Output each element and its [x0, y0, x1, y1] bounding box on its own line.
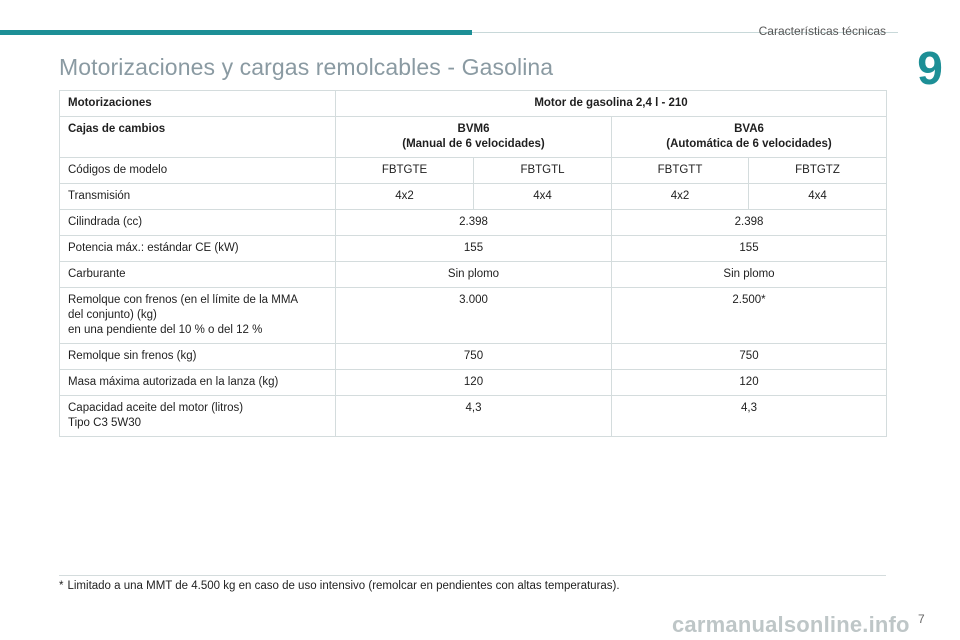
spec-value-bva6: 2.500*	[612, 288, 887, 344]
gearbox-bva6-name: BVA6	[734, 123, 764, 135]
model-code: FBTGTT	[612, 158, 749, 184]
spec-label	[60, 262, 336, 288]
spec-value-bvm6: 3.000	[336, 288, 612, 344]
footnote-text: Limitado a una MMT de 4.500 kg en caso de uso intensivo (remolcar en pendientes con altas temperaturas).	[67, 580, 620, 592]
gearbox-bvm6-desc: (Manual de 6 velocidades)	[402, 138, 545, 150]
spec-value-bva6: 750	[612, 344, 887, 370]
spec-label	[60, 370, 336, 396]
footnote-mark: *	[59, 580, 64, 592]
spec-value-bvm6: Sin plomo	[336, 262, 612, 288]
transmission-value: 4x2	[612, 184, 749, 210]
table-row	[60, 370, 887, 396]
table-row	[60, 236, 887, 262]
spec-table	[59, 90, 887, 437]
spec-label-line: Remolque con frenos (en el límite de la MMA	[68, 294, 299, 306]
model-code: FBTGTE	[336, 158, 474, 184]
model-codes-label: Códigos de modelo	[60, 158, 336, 184]
spec-value-bvm6: 2.398	[336, 210, 612, 236]
transmission-value: 4x4	[749, 184, 887, 210]
gearbox-bvm6-name: BVM6	[457, 123, 490, 135]
spec-label-line: en una pendiente del 10 % o del 12 %	[68, 324, 263, 336]
engine-header: Motor de gasolina 2,4 l - 210	[336, 91, 887, 117]
section-label: Características técnicas	[758, 24, 886, 38]
table-row	[60, 210, 887, 236]
spec-value-bva6: 4,3	[612, 396, 887, 437]
spec-label-line: Carburante	[68, 268, 126, 280]
table-row	[60, 184, 887, 210]
spec-label-line: Cilindrada (cc)	[68, 216, 143, 228]
table-row	[60, 117, 887, 158]
table-row	[60, 91, 887, 117]
spec-value-bvm6: 120	[336, 370, 612, 396]
chapter-number: 9	[917, 42, 943, 94]
spec-label-line: Capacidad aceite del motor (litros)	[68, 402, 244, 414]
spec-value-bvm6: 750	[336, 344, 612, 370]
spec-label-line: Masa máxima autorizada en la lanza (kg)	[68, 376, 279, 388]
spec-value-bvm6: 4,3	[336, 396, 612, 437]
spec-value-bvm6: 155	[336, 236, 612, 262]
model-code: FBTGTL	[474, 158, 612, 184]
page-number: 7	[918, 612, 925, 626]
spec-label-line: del conjunto) (kg)	[68, 309, 157, 321]
spec-label-line: Remolque sin frenos (kg)	[68, 350, 197, 362]
spec-label	[60, 396, 336, 437]
spec-value-bva6: 155	[612, 236, 887, 262]
table-row	[60, 344, 887, 370]
table-row	[60, 158, 887, 184]
table-row	[60, 288, 887, 344]
table-row	[60, 396, 887, 437]
spec-label	[60, 288, 336, 344]
table-row	[60, 262, 887, 288]
transmission-value: 4x4	[474, 184, 612, 210]
spec-label	[60, 210, 336, 236]
gearbox-bvm6-cell	[336, 117, 612, 158]
spec-value-bva6: Sin plomo	[612, 262, 887, 288]
transmission-label: Transmisión	[60, 184, 336, 210]
spec-value-bva6: 120	[612, 370, 887, 396]
spec-table-body	[60, 91, 887, 437]
spec-label-line: Potencia máx.: estándar CE (kW)	[68, 242, 239, 254]
footnote	[59, 580, 620, 592]
gearbox-bva6-desc: (Automática de 6 velocidades)	[666, 138, 832, 150]
motorizaciones-header: Motorizaciones	[60, 91, 336, 117]
model-code: FBTGTZ	[749, 158, 887, 184]
spec-label	[60, 344, 336, 370]
watermark: carmanualsonline.info	[672, 612, 910, 637]
header-accent-bar	[0, 30, 472, 35]
page-title: Motorizaciones y cargas remolcables - Gasolina	[59, 54, 554, 80]
spec-label	[60, 236, 336, 262]
gearbox-bva6-cell	[612, 117, 887, 158]
spec-label-line: Tipo C3 5W30	[68, 417, 142, 429]
spec-value-bva6: 2.398	[612, 210, 887, 236]
footnote-rule	[59, 575, 886, 576]
transmission-value: 4x2	[336, 184, 474, 210]
gearbox-label: Cajas de cambios	[60, 117, 336, 158]
